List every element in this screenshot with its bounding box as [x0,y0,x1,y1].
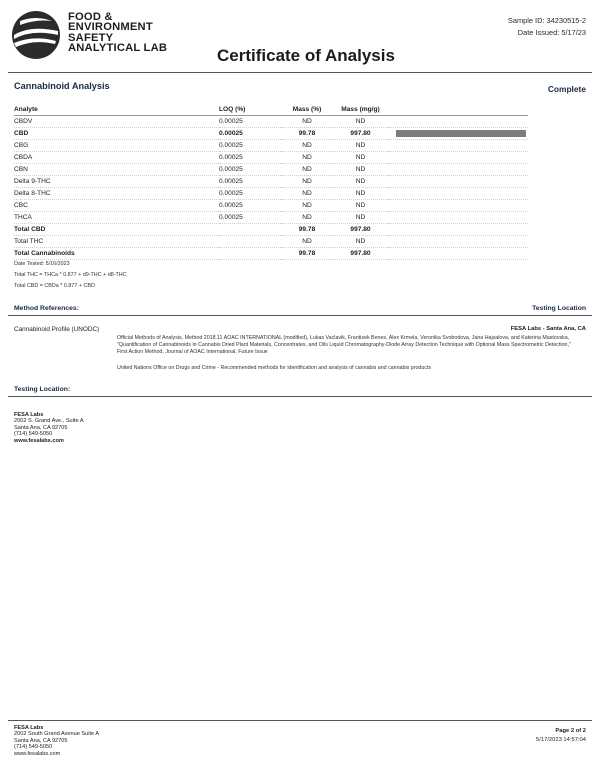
logo-wordmark [68,12,167,54]
mass-percent-cell: ND [281,140,333,152]
bar-cell [388,236,528,248]
lab-phone: (714) 549-5050 [14,431,53,438]
footer-phone: (714) 549-5050 [14,744,53,751]
lab-website: www.fesalabs.com [14,437,64,444]
footer-lab-name: FESA Labs [14,725,44,731]
method-lab-location: FESA Labs - Santa Ana, CA [510,326,586,332]
print-timestamp: 5/17/2023 14:57:04 [536,736,586,743]
bar-cell [388,188,528,200]
testing-location-address [14,412,84,444]
footer-website: www.fesalabs.com [14,750,61,757]
analyte-cell: Total Cannabinoids [14,248,219,260]
bar-cell [388,200,528,212]
mass-percent-cell: ND [281,188,333,200]
mass-mg-cell: ND [333,200,388,212]
table-row [14,248,528,260]
loq-cell [219,248,281,260]
mass-mg-cell: ND [333,176,388,188]
document-title: Certificate of Analysis [217,46,395,65]
mass-mg-cell: ND [333,116,388,128]
method-reference-1: Official Methods of Analysis, Method 2018.11 AOAC INTERNATIONAL (modified), Lukas Vaclavik, Frantisek Benes, Alex Krmela, Veronika Svobodova, Jana Hajsalova, and Katerina Mastovska, "Quantification of Cannabinoids in Cannabis Dried Plant Materials, Concentrates, and Oils Liquid Chromatography-Diode Array Detection Technique with Optional Mass Spectrometric Detection," First Action Method, Journal of AOAC International, Future Issue [117,335,571,355]
column-header: LOQ (%) [219,103,281,116]
table-row [14,116,528,128]
mass-mg-cell: ND [333,152,388,164]
footer-divider [8,720,592,721]
bar-cell [388,140,528,152]
loq-cell: 0.00025 [219,188,281,200]
loq-cell [219,236,281,248]
bar-cell [388,128,528,140]
mass-percent-cell: 99.78 [281,128,333,140]
loq-cell: 0.00025 [219,140,281,152]
analyte-cell: CBDV [14,116,219,128]
analyte-table-body [14,116,528,260]
page-number: Page 2 of 2 [555,728,586,734]
bar-cell [388,248,528,260]
table-row [14,128,528,140]
loq-cell: 0.00025 [219,128,281,140]
method-profile-name: Cannabinoid Profile (UNODC) [14,326,100,333]
mass-mg-cell: ND [333,236,388,248]
analyte-cell: CBG [14,140,219,152]
loq-cell: 0.00025 [219,116,281,128]
bar-cell [388,176,528,188]
mass-percent-cell: ND [281,116,333,128]
bar-cell [388,224,528,236]
location-divider [8,396,592,397]
mass-mg-cell: 997.80 [333,224,388,236]
table-row [14,176,528,188]
column-header-bar [388,103,528,116]
table-row [14,164,528,176]
mass-mg-cell: 997.80 [333,248,388,260]
mass-percent-cell: ND [281,152,333,164]
header-divider [8,72,592,73]
loq-cell: 0.00025 [219,164,281,176]
lab-address-line: 2002 S. Grand Ave., Suite A [14,418,84,425]
mass-percent-cell: ND [281,200,333,212]
footer-address [14,725,99,757]
analyte-cell: THCA [14,212,219,224]
analyte-table [14,103,528,260]
analyte-cell: CBC [14,200,219,212]
loq-cell [219,224,281,236]
mass-percent-cell: ND [281,164,333,176]
mass-mg-cell: ND [333,188,388,200]
status-badge: Complete [547,84,586,94]
table-row [14,224,528,236]
fesa-logo-icon [10,9,62,61]
loq-cell: 0.00025 [219,176,281,188]
table-row [14,152,528,164]
footer-address-line: Santa Ana, CA 92705 [14,737,68,744]
logo-line: ANALYTICAL LAB [68,42,168,55]
method-references-heading: Method References: [14,305,79,312]
test-notes [14,259,127,292]
analyte-cell: Total CBD [14,224,219,236]
testing-location-section-heading: Testing Location: [14,386,71,393]
mass-percent-cell: 99.78 [281,248,333,260]
section-title: Cannabinoid Analysis [14,81,110,91]
column-header: Mass (mg/g) [333,103,388,116]
loq-cell: 0.00025 [219,152,281,164]
mass-percent-cell: ND [281,236,333,248]
analyte-cell: CBD [14,128,219,140]
mass-mg-cell: ND [333,140,388,152]
lab-name: FESA Labs [14,412,44,418]
mass-percent-cell: ND [281,176,333,188]
mass-mg-cell: 997.80 [333,128,388,140]
table-row [14,140,528,152]
sample-id: Sample ID: 34230515-2 [507,16,586,25]
mass-percent-cell: ND [281,212,333,224]
table-header-row [14,103,528,116]
table-row [14,236,528,248]
loq-cell: 0.00025 [219,200,281,212]
sample-meta [508,15,586,39]
footer-page-info [536,727,586,744]
analyte-cell: Total THC [14,236,219,248]
lab-address-line: Santa Ana, CA 92705 [14,424,68,431]
bar-cell [388,116,528,128]
bar-cell [388,164,528,176]
logo-line: SAFETY [68,31,114,44]
column-header: Mass (%) [281,103,333,116]
loq-cell: 0.00025 [219,212,281,224]
formula-total-cbd: Total CBD = CBDa * 0.877 + CBD [14,283,95,289]
date-tested: Date Tested: 5/16/2023 [14,261,70,267]
mass-mg-cell: ND [333,164,388,176]
bar-cell [388,152,528,164]
method-reference-2: United Nations Office on Drugs and Crime - Recommended methods for identification and analysis of cannabis and cannabis products [117,365,432,371]
table-row [14,188,528,200]
footer-address-line: 2002 South Grand Avenue Suite A [14,731,100,738]
analyte-cell: Delta 8-THC [14,188,219,200]
analyte-cell: CBN [14,164,219,176]
analyte-cell: CBDA [14,152,219,164]
column-header: Analyte [14,103,219,116]
mass-percent-cell: 99.78 [281,224,333,236]
analyte-cell: Delta 9-THC [14,176,219,188]
bar-cell [388,212,528,224]
table-row [14,212,528,224]
logo-line: ENVIRONMENT [68,21,153,34]
mass-mg-cell: ND [333,212,388,224]
logo-line: FOOD & [68,11,113,23]
testing-location-heading: Testing Location [532,305,586,312]
formula-total-thc: Total THC = THCa * 0.877 + d9-THC + d8-THC [14,272,127,278]
table-row [14,200,528,212]
date-issued: Date Issued: 5/17/23 [517,28,586,37]
concentration-bar [396,130,526,137]
method-divider [8,315,592,316]
